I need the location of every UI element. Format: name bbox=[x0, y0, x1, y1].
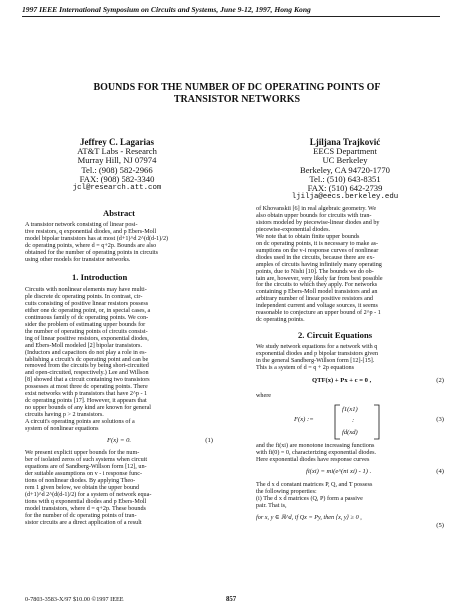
author-line: Tel.: (908) 582-2966 bbox=[81, 164, 153, 175]
text-line: The d x d constant matrices P, Q, and T possess bbox=[256, 482, 373, 488]
header-rule bbox=[22, 16, 440, 17]
author-line: Berkeley, CA 94720-1770 bbox=[300, 164, 390, 175]
text-line: independent current and voltage sources, it seems bbox=[256, 303, 378, 310]
paper-title bbox=[40, 82, 434, 106]
text-line: amples of circuits having infinitely many operating bbox=[256, 261, 382, 268]
circuit-equations-heading: 2. Circuit Equations bbox=[298, 330, 373, 340]
text-line: tions with q exponential diodes and p Ebers-Moll bbox=[25, 498, 147, 505]
equation-1-number: (1) bbox=[205, 437, 213, 444]
text-line: of Khovanskii [6] in real algebraic geometry. We bbox=[256, 206, 377, 212]
text-line: We note that to obtain finite upper bounds bbox=[256, 233, 360, 240]
author-line: AT&T Labs - Research bbox=[77, 146, 157, 157]
text-line: possesses at most three dc operating points. There bbox=[25, 384, 148, 391]
text-line: system of nonlinear equations bbox=[25, 426, 99, 433]
text-line: on dc operating points, it is necessary to make as- bbox=[256, 240, 379, 247]
text-line: tions of nonlinear diodes. By applying Theo- bbox=[25, 477, 136, 484]
right-column-bottom bbox=[256, 482, 444, 510]
author-block-1 bbox=[42, 138, 192, 193]
text-line: (d+1)^d 2^(d(d-1)/2) for a system of network equa- bbox=[25, 491, 152, 498]
left-bracket-icon bbox=[332, 404, 342, 440]
text-line: tain are, however, very likely far from best possible bbox=[256, 275, 383, 282]
abstract-body bbox=[25, 222, 213, 264]
text-line: for the circuits to which they apply. For networks bbox=[256, 282, 378, 289]
equation-2-body: QTF(x) + Px + c = 0 , bbox=[312, 377, 372, 384]
text-line: Circuits with nonlinear elements may have multi- bbox=[25, 287, 147, 293]
equation-4-number: (4) bbox=[436, 468, 444, 475]
text-line: sistors modeled by piecewise-linear diodes and by bbox=[256, 219, 380, 226]
text-line: sider the problem of estimating upper bounds for bbox=[25, 321, 146, 328]
text-line: exist networks with p transistors that have 2^p - 1 bbox=[25, 391, 148, 398]
where-label: where bbox=[256, 393, 272, 399]
title-line-1: BOUNDS FOR THE NUMBER OF DC OPERATING POINTS OF bbox=[93, 82, 381, 93]
author-line: Murray Hill, NJ 07974 bbox=[77, 155, 157, 166]
equation-3 bbox=[256, 404, 444, 440]
text-line: continuous family of dc operating points. We con- bbox=[25, 314, 149, 321]
page-number: 857 bbox=[226, 596, 237, 603]
text-line: ple discrete dc operating points. In contrast, cir- bbox=[25, 293, 143, 300]
author-line: EECS Department bbox=[313, 146, 377, 157]
text-line: in the general Sandberg-Willson form [12]-[15]. bbox=[256, 357, 375, 364]
text-line: [8] showed that a circuit containing two transistors bbox=[25, 377, 150, 384]
abstract-heading: Abstract bbox=[103, 208, 135, 218]
text-line: dc operating points, where d = q+2p. Bounds are also bbox=[25, 242, 157, 249]
text-line: arbitrary number of linear positive resistors and bbox=[256, 296, 373, 303]
author-line: Tel.: (510) 643-8351 bbox=[309, 173, 381, 184]
equation-5-number: (5) bbox=[436, 522, 444, 529]
text-line: (i) The d x d matrices (Q, P) form a passive bbox=[256, 495, 363, 502]
text-line: model bipolar transistors has at most (d+1)^d 2^(d(d-1)/2) bbox=[25, 235, 169, 242]
text-line: circuits having p > 2 transistors. bbox=[25, 412, 104, 419]
text-line: using other models for transistor networks. bbox=[25, 256, 131, 263]
text-line: cuits consisting of positive linear resistors possess bbox=[25, 300, 149, 307]
text-line: with fi(0) = 0, characterizing exponential diodes. bbox=[256, 449, 377, 456]
text-line: der suitable assumptions on v - i response func- bbox=[25, 470, 142, 477]
equation-5 bbox=[256, 514, 444, 530]
author-name: Jeffrey C. Lagarias bbox=[79, 137, 155, 147]
text-line: the number of operating points of circuits consist- bbox=[25, 328, 148, 335]
author-email: jcl@research.att.com bbox=[72, 184, 162, 193]
text-line: points, due to Nishi [10]. The bounds we do ob- bbox=[256, 268, 374, 275]
equation-3-top: f1(x1) bbox=[342, 406, 358, 413]
text-line: exponential diodes and p bipolar transistors given bbox=[256, 350, 379, 357]
text-line: and open-circuited, respectively.) Lee and Willson bbox=[25, 370, 149, 377]
circuit-equations-body bbox=[256, 344, 444, 372]
equation-3-ellipsis: : bbox=[352, 417, 355, 424]
text-line: diodes used in the circuits, because there are ex- bbox=[256, 254, 375, 261]
text-line: tablishing a circuit's dc operating point and can be bbox=[25, 356, 149, 363]
equation-5-body: for x, y ∈ ℝ^d, if Qx = Py, then ⟨x, y⟩ ≥ 0 , bbox=[256, 514, 362, 521]
equation-3-lhs: F(x) := bbox=[294, 416, 314, 423]
author-line: FAX: (510) 642-2739 bbox=[307, 183, 383, 194]
text-line: removed from the circuits by being short-circuited bbox=[25, 363, 149, 370]
text-line: also obtain upper bounds for circuits with tran- bbox=[256, 212, 372, 219]
text-line: pair. That is, bbox=[256, 502, 287, 509]
author-name: Ljiljana Trajković bbox=[309, 137, 381, 147]
intro-heading: 1. Introduction bbox=[72, 272, 128, 282]
text-line: sistor circuits are a direct application of a result bbox=[25, 519, 142, 526]
equation-4-body: fi(xi) = mi(e^(ni xi) - 1) . bbox=[306, 468, 372, 475]
text-line: equations are of Sandberg-Willson form [12], un- bbox=[25, 463, 147, 470]
text-line: A circuit's operating points are solutions of a bbox=[25, 419, 135, 426]
intro-body-continued bbox=[25, 450, 213, 526]
intro-body bbox=[25, 287, 213, 433]
text-line: piecewise-exponential diodes. bbox=[256, 226, 331, 233]
text-line: ing of linear positive resistors, exponential diodes, bbox=[25, 335, 149, 342]
author-block-2 bbox=[270, 138, 420, 202]
conference-header: 1997 IEEE International Symposium on Circuits and Systems, June 9-12, 1997, Hong Kong bbox=[22, 5, 311, 14]
text-line: A transistor network consisting of linear posi- bbox=[25, 222, 138, 228]
author-line: FAX: (908) 582-3340 bbox=[79, 173, 155, 184]
equation-1-body: F(x) = 0. bbox=[107, 437, 132, 444]
text-line: containing p Ebers-Moll model transistors and an bbox=[256, 289, 378, 296]
text-line: and the fi(xi) are monotone increasing functions bbox=[256, 443, 375, 449]
title-line-2: TRANSISTOR NETWORKS bbox=[173, 94, 301, 105]
equation-2-number: (2) bbox=[436, 377, 444, 384]
text-line: the following properties: bbox=[256, 488, 317, 495]
equation-3-number: (3) bbox=[436, 416, 444, 423]
text-line: We study network equations for a network with q bbox=[256, 344, 378, 350]
text-line: no upper bounds of any kind are known for general bbox=[25, 405, 152, 412]
text-line: obtained for the number of operating points in circuits bbox=[25, 249, 159, 256]
author-email: ljilja@eecs.berkeley.edu bbox=[291, 193, 399, 202]
text-line: model transistors, where d = q+2p. These bounds bbox=[25, 505, 146, 512]
text-line: either one dc operating point, or, in special cases, a bbox=[25, 307, 151, 314]
text-line: Here exponential diodes have response curves bbox=[256, 456, 370, 463]
text-line: ber of isolated zeros of such systems when circuit bbox=[25, 456, 148, 463]
right-bracket-icon bbox=[372, 404, 382, 440]
text-line: dc operating points [17]. However, it appears that bbox=[25, 398, 147, 405]
text-line: We present explicit upper bounds for the num- bbox=[25, 450, 140, 456]
right-column-middle bbox=[256, 443, 444, 464]
text-line: tive resistors, q exponential diodes, and p Ebers-Moll bbox=[25, 228, 157, 235]
text-line: dc operating points. bbox=[256, 317, 305, 324]
text-line: for the number of dc operating points of tran- bbox=[25, 512, 137, 519]
text-line: (Inductors and capacitors do not play a role in es- bbox=[25, 349, 147, 356]
right-column-top bbox=[256, 206, 444, 324]
text-line: sumptions on the v-i response curves of nonlinear bbox=[256, 247, 379, 254]
text-line: rem 1 given below, we obtain the upper bound bbox=[25, 484, 140, 491]
author-line: UC Berkeley bbox=[322, 155, 368, 166]
text-line: reasonable to conjecture an upper bound of 2^p - 1 bbox=[256, 310, 381, 317]
copyright-footer: 0-7803-3583-X/97 $10.00 ©1997 IEEE bbox=[25, 596, 124, 603]
text-line: and Ebers-Moll modeled [2] bipolar transistors. bbox=[25, 342, 142, 349]
text-line: This is a system of d = q + 2p equations bbox=[256, 364, 355, 371]
equation-3-bottom: fd(xd) bbox=[342, 429, 358, 436]
